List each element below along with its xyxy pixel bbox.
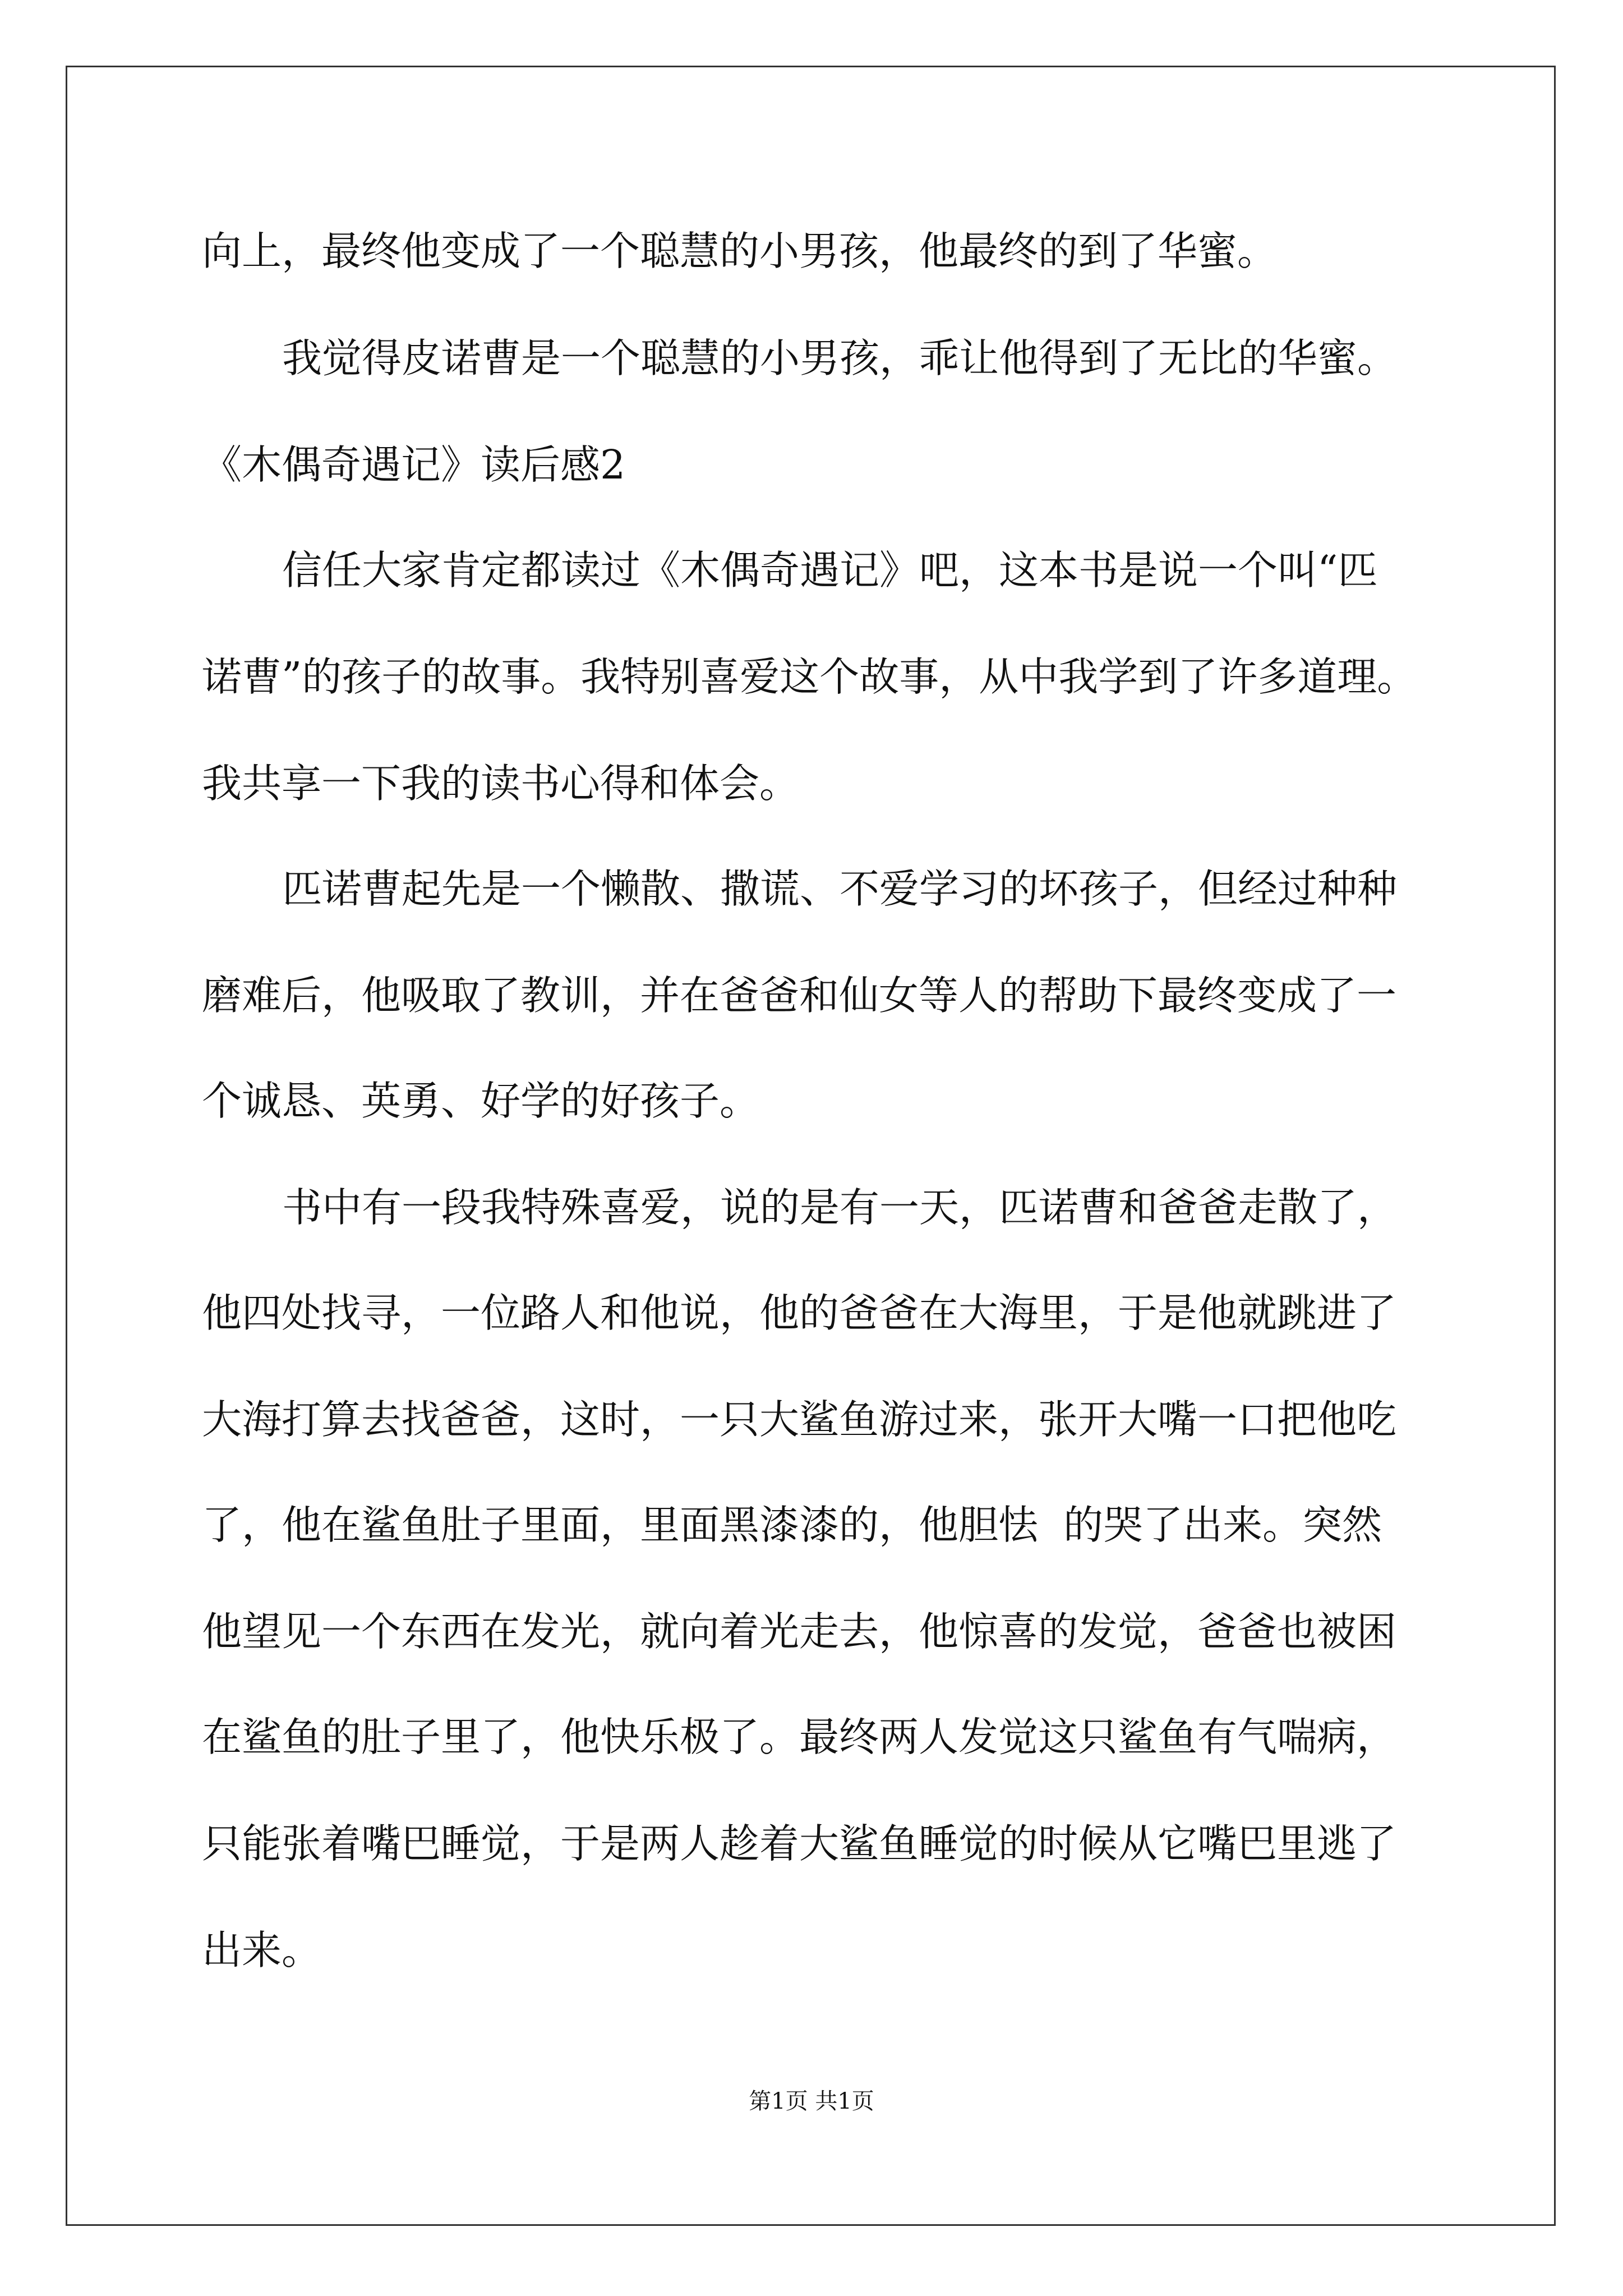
page-border [66,66,1556,2226]
article-title: 《木偶奇遇记》读后感2 [202,441,626,488]
text-line: 诺曹”的孩子的故事。我特别喜爱这个故事，从中我学到了许多道理。 [202,654,1417,700]
text-line: 匹诺曹起先是一个懒散、撒谎、不爱学习的坏孩子，但经过种种 [282,866,1398,912]
text-line: 信任大家肯定都读过《木偶奇遇记》吧，这本书是说一个叫“匹 [282,547,1378,593]
text-line: 磨难后，他吸取了教训，并在爸爸和仙女等人的帮助下最终变成了一 [202,972,1397,1019]
text-line: 只能张着嘴巴睡觉，于是两人趁着大鲨鱼睡觉的时候从它嘴巴里逃了 [202,1820,1397,1867]
text-line: 我觉得皮诺曹是一个聪慧的小男孩，乖让他得到了无比的华蜜。 [282,335,1398,381]
text-line: 他望见一个东西在发光，就向着光走去，他惊喜的发觉，爸爸也被困 [202,1608,1397,1655]
text-line: 出来。 [202,1927,322,1973]
text-line: 向上，最终他变成了一个聪慧的小男孩，他最终的到了华蜜。 [202,228,1278,274]
page-footer: 第1页 共1页 [749,2088,874,2114]
text-line: 了，他在鲨鱼肚子里面，里面黑漆漆的，他胆怯 的哭了出来。突然 [202,1502,1382,1548]
text-line: 书中有一段我特殊喜爱，说的是有一天，匹诺曹和爸爸走散了， [282,1184,1398,1231]
text-line: 在鲨鱼的肚子里了，他快乐极了。最终两人发觉这只鲨鱼有气喘病， [202,1714,1397,1760]
text-line: 个诚恳、英勇、好学的好孩子。 [202,1078,760,1124]
text-line: 他四处找寻，一位路人和他说，他的爸爸在大海里，于是他就跳进了 [202,1290,1397,1336]
text-line: 我共享一下我的读书心得和体会。 [202,760,800,807]
text-line: 大海打算去找爸爸，这时，一只大鲨鱼游过来，张开大嘴一口把他吃 [202,1396,1397,1443]
